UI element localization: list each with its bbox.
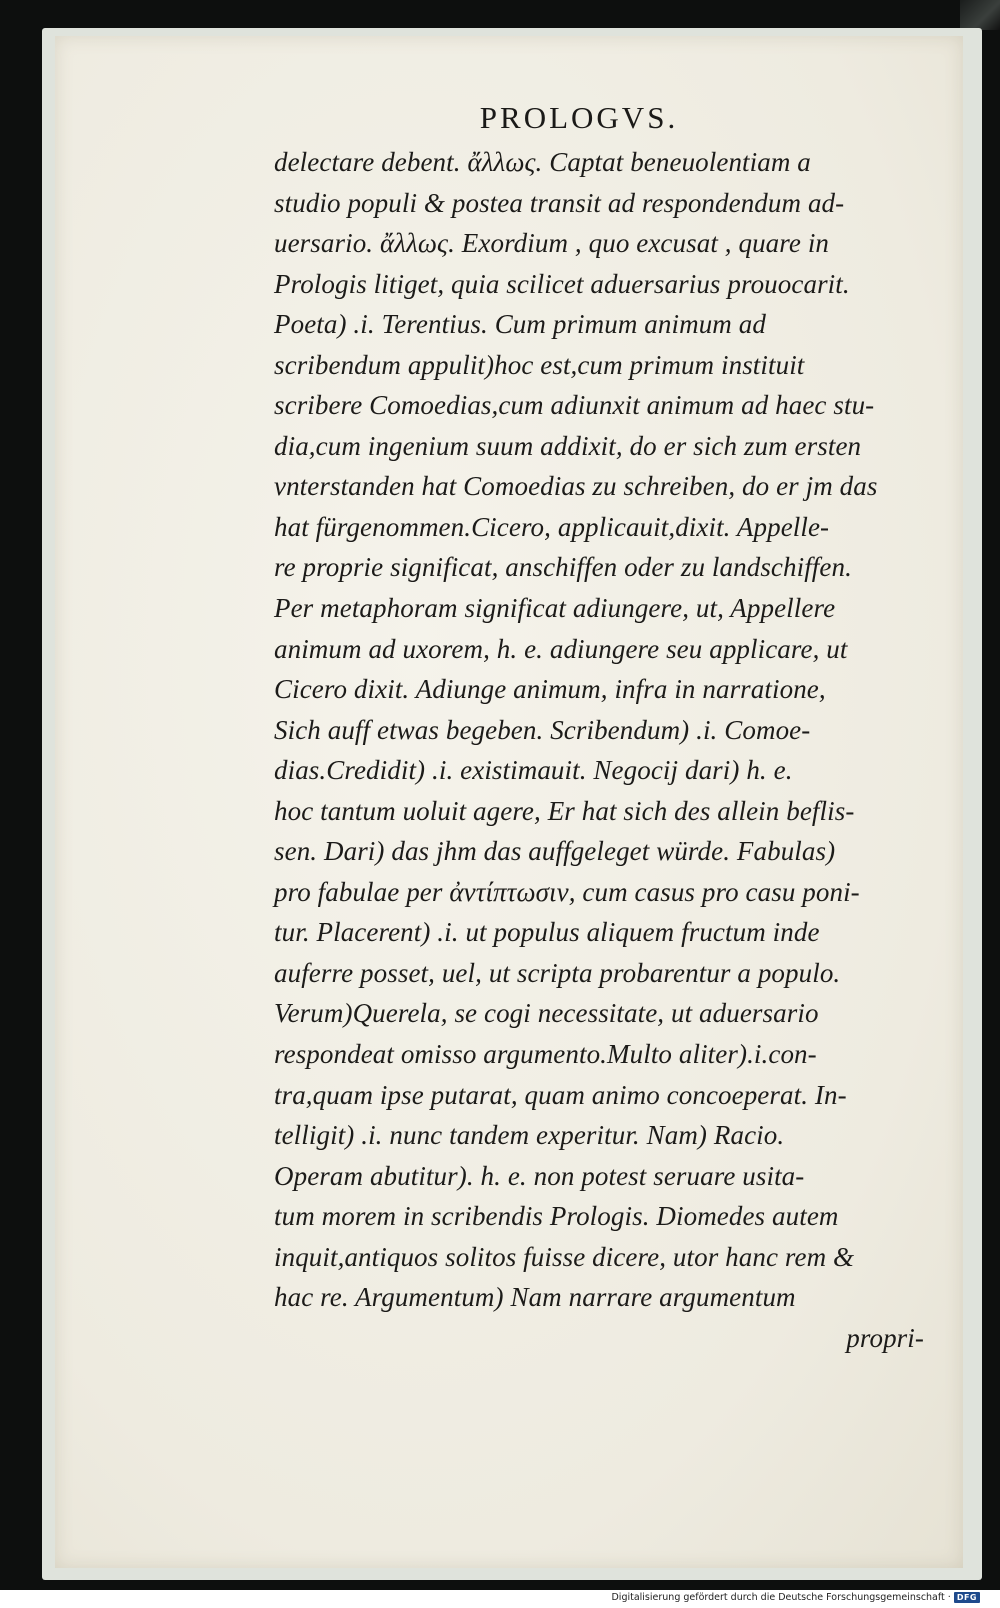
text-line: dia,cum ingenium suum addixit, do er sich zum ersten — [274, 430, 862, 461]
text-line: auferre posset, uel, ut scripta probarentur a populo. — [274, 957, 841, 988]
credit-text: Digitalisierung gefördert durch die Deutsche Forschungsgemeinschaft · — [611, 1592, 951, 1603]
text-line: dias.Credidit) .i. existimauit. Negocij dari) h. e. — [274, 755, 793, 786]
text-line: animum ad uxorem, h. e. adiungere seu applicare, ut — [274, 633, 848, 664]
text-line: hac re. Argumentum) Nam narrare argumentum — [274, 1282, 796, 1313]
running-head: PROLOGVS. — [479, 100, 679, 135]
text-line: respondeat omisso argumento.Multo aliter).i.con- — [274, 1039, 817, 1070]
text-line: vnterstanden hat Comoedias zu schreiben, do er jm das — [274, 471, 878, 502]
text-line: hoc tantum uoluit agere, Er hat sich des allein beflis- — [274, 795, 855, 826]
text-line: Poeta) .i. Terentius. Cum primum animum ad — [274, 309, 766, 340]
text-line: sen. Dari) das jhm das auffgeleget würde. Fabulas) — [274, 836, 836, 867]
corner-shadow — [960, 0, 1000, 30]
text-line: tur. Placerent) .i. ut populus aliquem fructum inde — [274, 917, 820, 948]
text-line: Per metaphoram significat adiungere, ut, Appellere — [274, 593, 836, 624]
text-line: delectare debent. ἄλλως. Captat beneuolentiam a — [274, 147, 811, 177]
text-line: pro fabulae per ἀντίπτωσιν, cum casus pro casu poni- — [274, 876, 860, 907]
text-line: Operam abutitur). h. e. non potest seruare usita- — [274, 1160, 805, 1191]
book-page — [55, 36, 963, 1568]
text-line: Verum)Querela, se cogi necessitate, ut aduersario — [274, 998, 819, 1029]
page-body-text — [274, 142, 974, 1358]
text-line: tum morem in scribendis Prologis. Diomedes autem — [274, 1201, 839, 1232]
text-line: scribere Comoedias,cum adiunxit animum ad haec stu- — [274, 390, 875, 421]
text-line: hat fürgenommen.Cicero, applicauit,dixit. Appelle- — [274, 511, 830, 542]
text-line: uersario. ἄλλως. Exordium , quo excusat , quare in — [274, 228, 830, 259]
text-line: tra,quam ipse putarat, quam animo concoeperat. In- — [274, 1079, 847, 1110]
text-line: Cicero dixit. Adiunge animum, infra in narratione, — [274, 674, 826, 705]
digitization-credit — [611, 1592, 980, 1603]
text-line: re proprie significat, anschiffen oder zu landschiffen. — [274, 552, 852, 583]
text-line: Sich auff etwas begeben. Scribendum) .i. Comoe- — [274, 714, 811, 745]
text-line: studio populi & postea transit ad respondendum ad- — [274, 187, 845, 218]
text-line: telligit) .i. nunc tandem experitur. Nam) Racio. — [274, 1120, 785, 1151]
text-line: inquit,antiquos solitos fuisse dicere, utor hanc rem & — [274, 1241, 855, 1272]
text-line: Prologis litiget, quia scilicet aduersarius prouocarit. — [274, 268, 850, 299]
dfg-logo: DFG — [954, 1592, 980, 1603]
text-line: scribendum appulit)hoc est,cum primum instituit — [274, 349, 805, 380]
catchword: propri- — [846, 1322, 924, 1353]
